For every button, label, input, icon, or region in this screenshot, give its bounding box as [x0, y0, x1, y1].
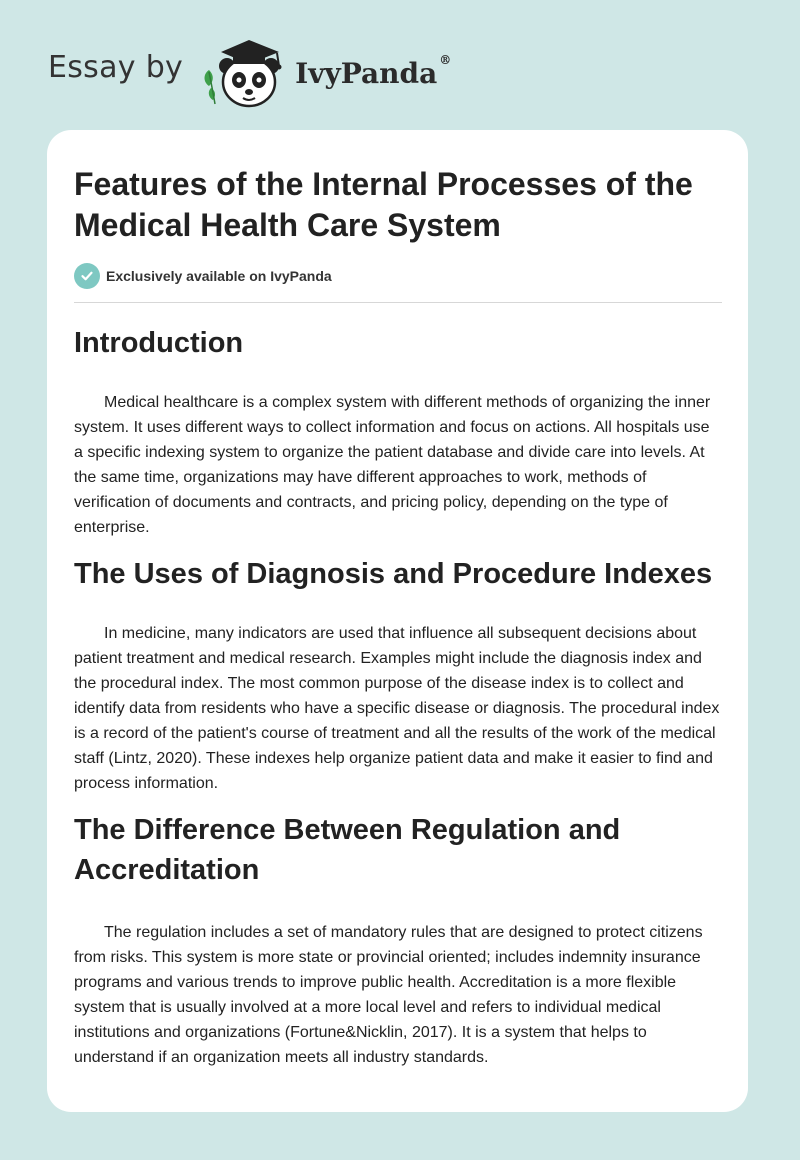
section-paragraph-introduction: Medical healthcare is a complex system with different methods of organizing the inner system. It uses different ways to collect information and focus on actions. All hospitals use a specific indexing system to organize the patient database and divide care into levels. At the same time, organizations may have different approaches to work, methods of verification of documents and contracts, and pricing policy, depending on the type of enterprise. [74, 394, 711, 536]
badge-label: Exclusively available on IvyPanda [106, 268, 332, 284]
section-heading-introduction: Introduction [74, 327, 244, 359]
section-heading-indexes: The Uses of Diagnosis and Procedure Indexes [74, 558, 713, 590]
page-title: Features of the Internal Processes of the Medical Health Care System [74, 166, 693, 243]
brand-prefix: Essay by [48, 49, 184, 85]
title-divider [74, 302, 722, 303]
section-paragraph-regulation: The regulation includes a set of mandatory rules that are designed to protect citizens from risks. This system is more state or provincial oriented; includes indemnity insurance programs and various trends to improve public health. Accreditation is a more flexible system that is usually involved at a more local level and refers to individual medical institutions and organizations (Fortune&Nicklin, 2017). It is a system that helps to understand if an organization meets all industry standards. [74, 924, 703, 1066]
section-paragraph-indexes: In medicine, many indicators are used that influence all subsequent decisions about patient treatment and medical research. Examples might include the diagnosis index and the procedural index. The most common purpose of the disease index is to collect and identify data from residents who have a specific disease or diagnosis. The procedural index is a record of the patient's course of treatment and all the results of the work of the medical staff (Lintz, 2020). These indexes help organize patient data and make it easier to find and process information. [74, 625, 720, 792]
essay-content [74, 164, 722, 1070]
essay-card [47, 130, 748, 1112]
section-heading-regulation: The Difference Between Regulation and Accreditation [74, 814, 621, 886]
brand-name: IvyPanda ® [295, 52, 452, 90]
exclusive-badge [74, 263, 722, 289]
check-circle-icon [74, 263, 100, 289]
panda-logo-icon [201, 30, 293, 110]
brand-header[interactable] [48, 30, 451, 110]
